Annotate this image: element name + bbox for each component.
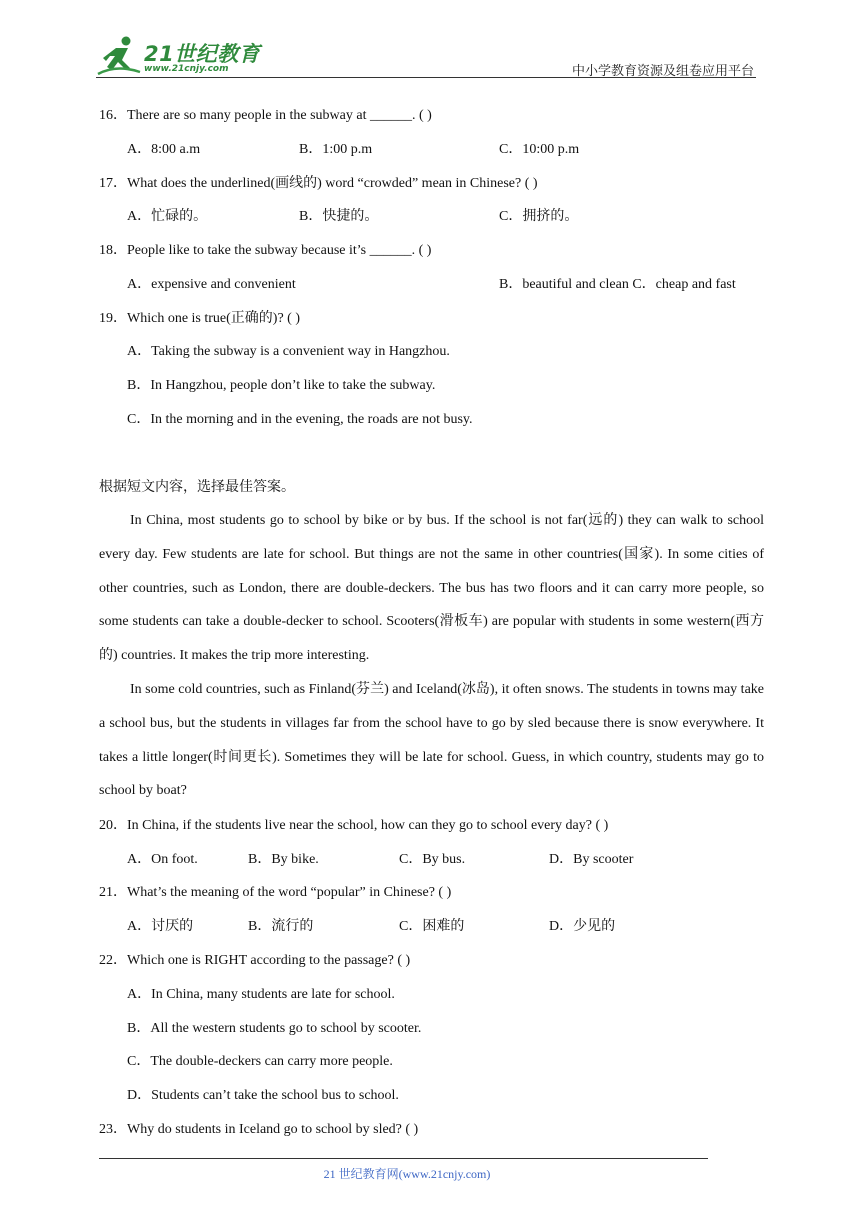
runner-logo-icon (96, 34, 142, 78)
question-21: 21．What’s the meaning of the word “popular” in Chinese? ( ) (99, 885, 452, 900)
option-22a: A．In China, many students are late for school. (127, 987, 395, 1002)
option-21d: D．少见的 (549, 919, 616, 934)
option-20d: D．By scooter (549, 852, 634, 867)
question-23: 23．Why do students in Iceland go to school by sled? ( ) (99, 1122, 419, 1137)
logo-text: 21世纪教育 (144, 42, 261, 66)
page-footer (0, 1165, 860, 1182)
option-21c: C．困难的 (399, 919, 465, 934)
footer-text: 21 世纪教育网(www.21cnjy.com) (323, 1167, 491, 1181)
question-16: 16．There are so many people in the subway at ______. ( ) (99, 108, 432, 123)
option-20a: A．On foot. (127, 852, 198, 867)
option-18bc: B．beautiful and clean C．cheap and fast (499, 277, 736, 292)
option-19c: C．In the morning and in the evening, the roads are not busy. (127, 412, 473, 427)
option-20c: C．By bus. (399, 852, 466, 867)
logo-url: www.21cnjy.com (144, 64, 229, 74)
option-17c: C．拥挤的。 (499, 209, 579, 224)
option-22b: B．All the western students go to school by scooter. (127, 1021, 422, 1036)
passage (99, 504, 764, 808)
option-16a: A．8:00 a.m (127, 142, 201, 157)
option-20b: B．By bike. (248, 852, 319, 867)
option-21b: B．流行的 (248, 919, 314, 934)
passage-paragraph-2: In some cold countries, such as Finland(芬兰) and Iceland(冰岛), it often snows. The students in towns may take a school bus, but the students in villages far from the school have to go by sled because there is snow everywhere. It takes a little longer(时间更长). Sometimes they will be late for school. Guess, in which country, students may go to school by boat? (99, 681, 764, 799)
platform-title: 中小学教育资源及组卷应用平台 (571, 64, 754, 79)
question-19: 19．Which one is true(正确的)? ( ) (99, 311, 300, 326)
header-divider (96, 77, 756, 78)
option-19a: A．Taking the subway is a convenient way in Hangzhou. (127, 344, 450, 359)
option-21a: A．讨厌的 (127, 919, 194, 934)
question-22: 22．Which one is RIGHT according to the passage? ( ) (99, 953, 411, 968)
option-16b: B．1:00 p.m (299, 142, 373, 157)
question-18: 18．People like to take the subway because it’s ______. ( ) (99, 243, 432, 258)
option-17b: B．快捷的。 (299, 209, 379, 224)
option-22c: C．The double-deckers can carry more people. (127, 1054, 393, 1069)
question-17: 17．What does the underlined(画线的) word “crowded” mean in Chinese? ( ) (99, 176, 538, 191)
option-18a: A．expensive and convenient (127, 277, 296, 292)
option-19b: B．In Hangzhou, people don’t like to take the subway. (127, 378, 436, 393)
question-20: 20．In China, if the students live near the school, how can they go to school every day? ( ) (99, 818, 609, 833)
option-16c: C．10:00 p.m (499, 142, 580, 157)
site-logo (96, 34, 266, 78)
passage-paragraph-1: In China, most students go to school by bike or by bus. If the school is not far(远的) they can walk to school every day. Few students are late for school. But things are not the same in other countries(国家). In some cities of other countries, such as London, there are double-deckers. The bus has two floors and it can carry more people, so some students can take a double-decker to school. Scooters(滑板车) are popular with students in some western(西方的) countries. It makes the trip more interesting. (99, 513, 764, 664)
page-header (0, 0, 860, 80)
footer-divider (99, 1158, 708, 1159)
option-17a: A．忙碌的。 (127, 209, 208, 224)
option-22d: D．Students can’t take the school bus to school. (127, 1088, 399, 1103)
section-title: 根据短文内容，选择最佳答案。 (99, 480, 295, 495)
